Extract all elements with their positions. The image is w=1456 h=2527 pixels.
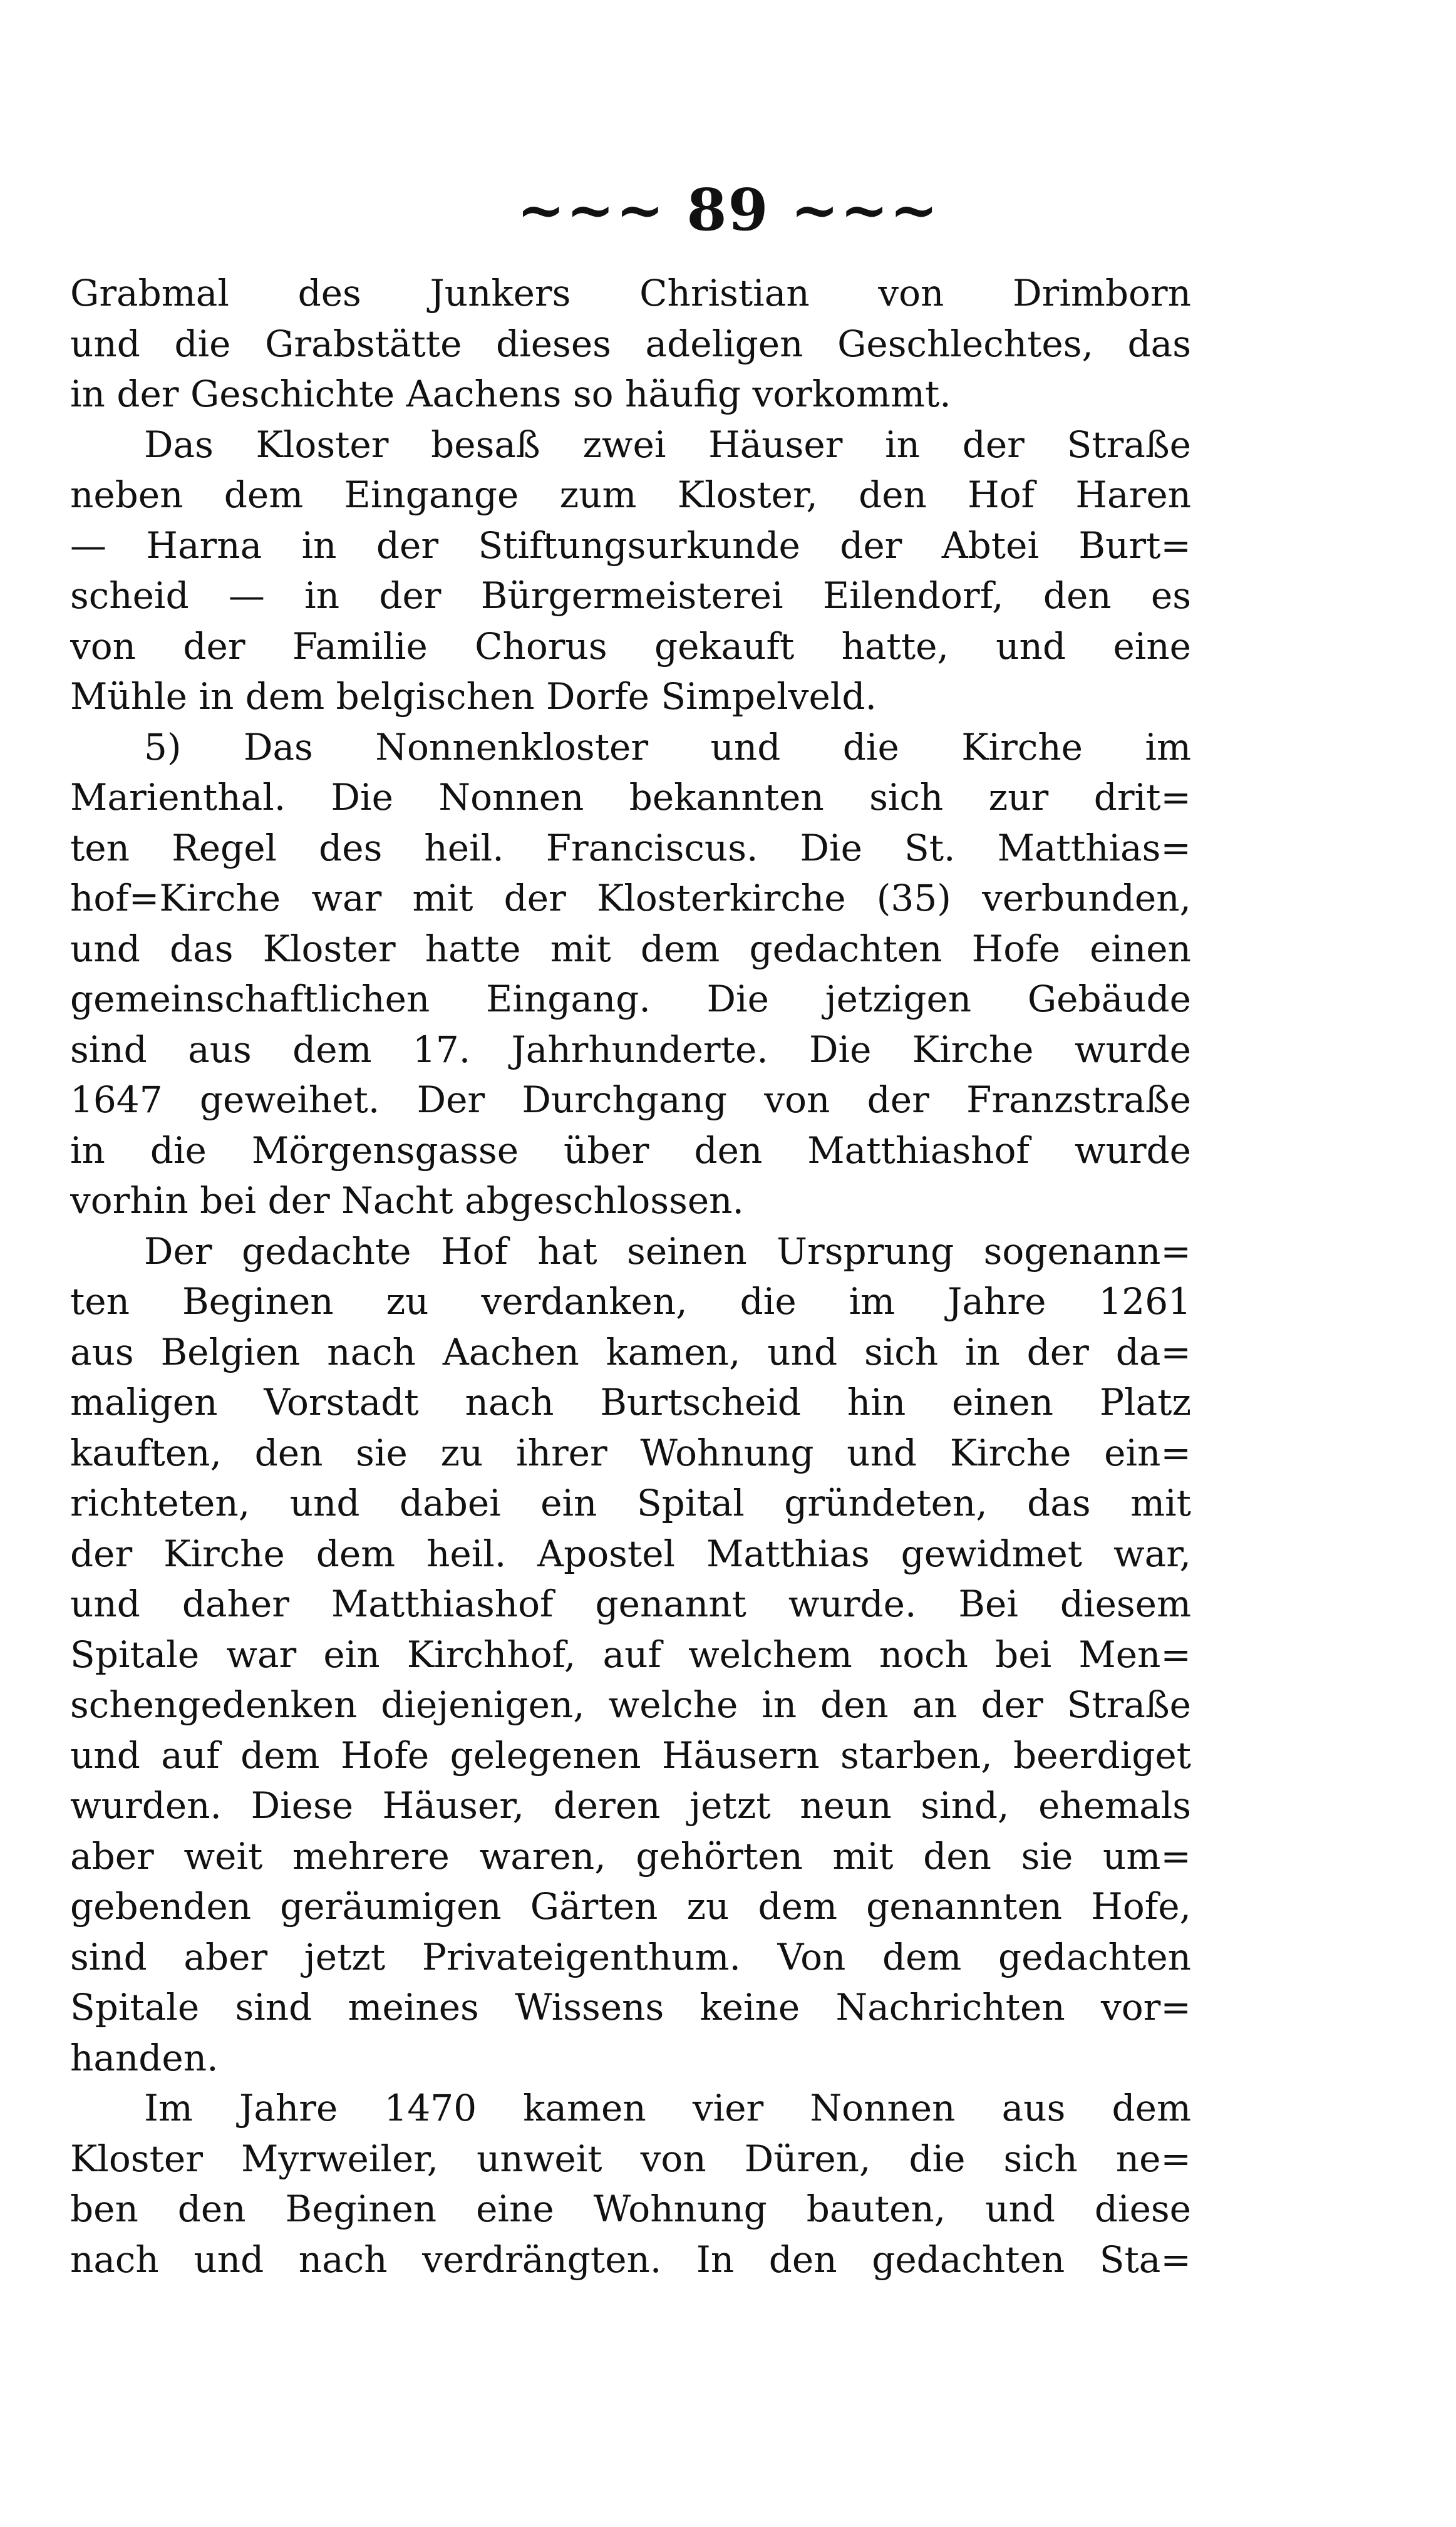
text-line: Kloster Myrweiler, unweit von Düren, die sich ne=: [70, 2137, 1191, 2180]
text-line: Der gedachte Hof hat seinen Ursprung sogenann=: [144, 1229, 1191, 1273]
text-line: maligen Vorstadt nach Burtscheid hin einen Platz: [70, 1381, 1191, 1424]
text-line: ben den Beginen eine Wohnung bauten, und diese: [70, 2188, 1191, 2230]
text-line: in der Geschichte Aachens so häufig vorkommt.: [70, 373, 951, 415]
text-line: gebenden geräumigen Gärten zu dem genannten Hofe,: [70, 1885, 1191, 1928]
text-line: und daher Matthiashof genannt wurde. Bei diesem: [70, 1583, 1191, 1625]
page-number-header: ~~~ 89 ~~~: [517, 176, 939, 244]
text-line: Spitale sind meines Wissens keine Nachrichten vor=: [70, 1986, 1191, 2028]
text-line: nach und nach verdrängten. In den gedachten Sta=: [70, 2238, 1191, 2281]
text-line: richteten, und dabei ein Spital gründeten, das mit: [70, 1482, 1191, 1524]
text-line: ten Regel des heil. Franciscus. Die St. Matthias=: [70, 826, 1191, 869]
text-line: und das Kloster hatte mit dem gedachten Hofe einen: [70, 927, 1191, 970]
text-line: aus Belgien nach Aachen kamen, und sich in der da=: [70, 1330, 1191, 1373]
text-line: wurden. Diese Häuser, deren jetzt neun sind, ehemals: [70, 1784, 1191, 1827]
text-line: und die Grabstätte dieses adeligen Geschlechtes, das: [70, 322, 1191, 365]
body-text: [70, 268, 1191, 2285]
text-line: handen.: [70, 2036, 219, 2079]
text-line: in die Mörgensgasse über den Matthiashof wurde: [70, 1129, 1191, 1172]
text-line: sind aus dem 17. Jahrhunderte. Die Kirche wurde: [70, 1028, 1191, 1071]
text-line: Spitale war ein Kirchhof, auf welchem noch bei Men=: [70, 1633, 1191, 1676]
text-line: Grabmal des Junkers Christian von Drimborn: [70, 272, 1191, 314]
text-line: 1647 geweihet. Der Durchgang von der Franzstraße: [70, 1078, 1191, 1121]
text-line: hof=Kirche war mit der Klosterkirche (35) verbunden,: [70, 877, 1191, 919]
text-line: neben dem Eingange zum Kloster, den Hof Haren: [70, 473, 1191, 516]
text-line: der Kirche dem heil. Apostel Matthias gewidmet war,: [70, 1532, 1191, 1575]
text-line: von der Familie Chorus gekauft hatte, und eine: [70, 624, 1191, 668]
text-line: schengedenken diejenigen, welche in den an der Straße: [70, 1683, 1191, 1726]
text-line: und auf dem Hofe gelegenen Häusern starben, beerdiget: [70, 1734, 1191, 1777]
text-line: Marienthal. Die Nonnen bekannten sich zur drit=: [70, 776, 1191, 819]
text-line: Im Jahre 1470 kamen vier Nonnen aus dem: [144, 2087, 1191, 2129]
text-line: kauften, den sie zu ihrer Wohnung und Kirche ein=: [70, 1431, 1191, 1474]
text-line: Das Kloster besaß zwei Häuser in der Straße: [144, 423, 1191, 466]
text-line: ten Beginen zu verdanken, die im Jahre 1261: [70, 1280, 1191, 1323]
text-line: scheid — in der Bürgermeisterei Eilendorf, den es: [70, 574, 1191, 617]
text-line: vorhin bei der Nacht abgeschlossen.: [70, 1179, 744, 1222]
text-line: gemeinschaftlichen Eingang. Die jetzigen Gebäude: [70, 978, 1191, 1020]
text-line: Mühle in dem belgischen Dorfe Simpelveld.: [70, 675, 877, 718]
text-line: — Harna in der Stiftungsurkunde der Abtei Burt=: [70, 524, 1191, 567]
text-line: 5) Das Nonnenkloster und die Kirche im: [144, 725, 1191, 768]
text-line: sind aber jetzt Privateigenthum. Von dem gedachten: [70, 1935, 1191, 1978]
text-line: aber weit mehrere waren, gehörten mit den sie um=: [70, 1834, 1191, 1878]
